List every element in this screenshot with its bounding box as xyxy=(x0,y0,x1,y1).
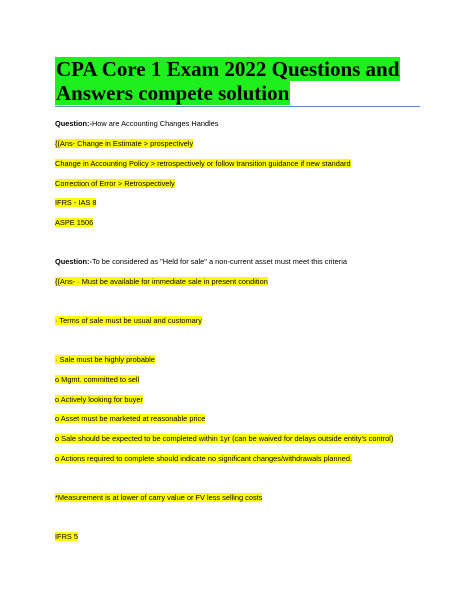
answer-line xyxy=(55,414,205,424)
answer-line xyxy=(55,434,393,444)
question-2 xyxy=(55,257,347,267)
answer-text: IFRS 5 xyxy=(55,532,78,541)
answer-line xyxy=(55,355,155,365)
answer-line xyxy=(55,395,143,405)
answer-line xyxy=(55,179,175,189)
answer-text: {{Ans- · Must be available for immediate sale in present condition xyxy=(55,277,268,286)
answer-line xyxy=(55,454,352,464)
answer-text: o Actively looking for buyer xyxy=(55,395,143,404)
answer-text: o Asset must be marketed at reasonable price xyxy=(55,414,206,423)
answer-text: o Sale should be expected to be completed within 1yr (can be waived for delays outside entity's control) xyxy=(55,434,394,443)
question-label: Question:- xyxy=(55,257,92,266)
answer-text: · Sale must be highly probable xyxy=(55,355,155,364)
answer-line xyxy=(55,198,96,208)
answer-text: o Actions required to complete should indicate no significant changes/withdrawals planned. xyxy=(55,454,353,463)
question-label: Question:- xyxy=(55,119,92,128)
question-text: How are Accounting Changes Handles xyxy=(91,119,219,128)
answer-text: *Measurement is at lower of carry value or FV less selling costs xyxy=(55,493,263,502)
answer-text: Correction of Error > Retrospectively xyxy=(55,179,175,188)
answer-line xyxy=(55,139,193,149)
answer-line xyxy=(55,493,262,503)
answer-text: · Terms of sale must be usual and customary xyxy=(55,316,202,325)
answer-line xyxy=(55,277,268,287)
answer-line xyxy=(55,532,78,542)
answer-text: Change in Accounting Policy > retrospectively or follow transition guidance if new standard xyxy=(55,159,351,168)
answer-text: o Mgmt. committed to sell xyxy=(55,375,140,384)
answer-text: IFRS - IAS 8 xyxy=(55,198,97,207)
answer-line xyxy=(55,218,93,228)
question-1 xyxy=(55,119,219,129)
title-line-1: CPA Core 1 Exam 2022 Questions and xyxy=(56,57,400,81)
answer-text: {{Ans- Change in Estimate > prospectively xyxy=(55,139,194,148)
answer-text: ASPE 1506 xyxy=(55,218,94,227)
answer-line xyxy=(55,375,139,385)
title-line-2: Answers compete solution xyxy=(56,81,290,105)
answer-line xyxy=(55,316,202,326)
answer-line xyxy=(55,159,351,169)
question-text: To be considered as "Held for sale" a non-current asset must meet this criteria xyxy=(91,257,347,266)
title-divider xyxy=(55,106,420,107)
document-title xyxy=(55,57,415,105)
